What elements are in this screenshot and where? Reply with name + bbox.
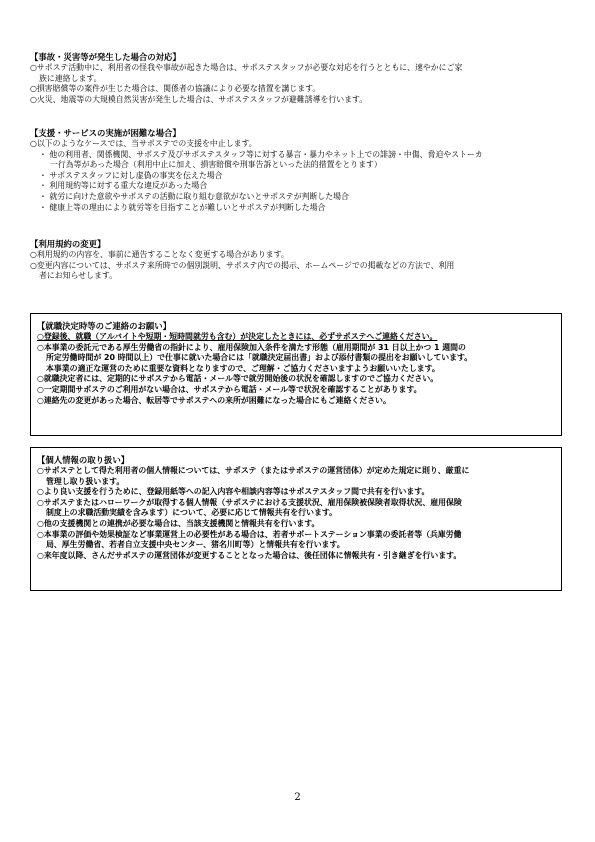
list-item: ○他の支援機関との連携が必要な場合は、当該支援機関と情報共有を行います。 [37,518,320,528]
list-item-continuation: 局、厚生労働省、若者自立支援中央センター、猪名川町等）と情報共有を行います。 [46,540,345,550]
list-item-continuation: 制度上の求職活動実績を含みます）について、必要に応じて情報共有を行います。 [46,508,338,518]
list-item: ○本事業の委託元である厚生労働省の指針により、雇用保険加入条件を満たす形態（雇用期間が 31 日以上かつ 1 週間の [37,342,466,352]
page-number: 2 [294,792,301,803]
list-item: ○サポステ活動中に、利用者の怪我や事故が起きた場合は、サポステスタッフが必要な対応を行うとともに、速やかにご家 [30,63,463,72]
list-item: ○変更内容については、サポステ来所時での個別説明、サポステ内での掲示、ホームページでの掲載などの方法で、利用 [30,260,455,270]
list-item-continuation: 者にお知らせします。 [39,271,118,281]
privacy-box [30,447,562,591]
list-item: ○連絡先の変更があった場合、転居等でサポステへの来所が困難になった場合にもご連絡ください。 [37,395,391,405]
bullet-item: ・ 健康上等の理由により就労等を目指すことが難しいとサポステが判断した場合 [39,202,326,212]
list-item-continuation: 族に連絡します。 [39,73,102,83]
list-item-continuation: 管理し取り扱います。 [46,476,125,486]
list-item: ○以下のようなケースでは、当サポステでの支援を中止します。 [30,139,257,148]
section-difficult-support [30,128,560,213]
section-terms-change [30,239,560,282]
box-heading: 【個人情報の取り扱い】 [37,455,130,465]
section-heading: 【利用規約の変更】 [30,239,106,249]
section-accident [30,52,560,105]
list-item: ○火災、地震等の大規模自然災害が発生した場合は、サポステスタッフが避難誘導を行います。 [30,94,368,104]
bullet-item: ・ 他の利用者、関係機関、サポステ及びサポステスタッフ等に対する暴言・暴力やネット上での誹謗・中傷、脅迫やストーカ [39,149,483,159]
list-item: ○利用規約の内容を、事前に通告することなく変更する場合があります。 [30,250,289,259]
list-item: ○本事業の評価や効果検証など事業運営上の必要性がある場合は、若者サポートステーション事業の委託者等（兵庫労働 [37,529,462,539]
list-item: ○就職決定者には、定期的にサポステから電話・メール等で就労開始後の状況を確認しますのでご協力ください。 [37,374,439,384]
list-item: ○サポステとして得た利用者の個人情報については、サポステ（またはサポステの運営団体）が定めた規定に則り、厳重に [37,466,470,475]
list-item: ○より良い支援を行うために、登録用紙等への記入内容や相談内容等はサポステスタッフ間で共有を行います。 [37,487,430,497]
list-item: ○一定期間サポステのご利用がない場合は、サポステから電話・メール等で状況を確認することがあります。 [37,384,422,394]
section-heading: 【事故・災害等が発生した場合の対応】 [30,52,181,62]
bullet-item: ・ 就労に向けた意欲やサポステの活動に取り組む意欲がないとサポステが判断した場合 [39,191,349,201]
list-item: ○損害賠償等の案件が生じた場合は、関係者の協議により必要な措置を講じます。 [30,84,321,94]
list-item-continuation: 所定労働時間が 20 時間以上）で仕事に就いた場合には「就職決定届出書」および添付書類の提出をお願いしています。 [46,353,473,363]
list-item: ○登録後、就職（アルバイトや短期・短時間就労も含む）が決定したときには、必ずサポステへご連絡ください。 [37,332,438,341]
list-item: ○来年度以降、さんだサポステの運営団体が変更することとなった場合は、後任団体に情報共有・引き継ぎを行います。 [37,550,462,560]
bullet-item: ・ サポステスタッフに対し虚偽の事実を伝えた場合 [39,170,223,180]
list-item: ○サポステまたはハローワークが取得する個人情報（サポステにおける支援状況、雇用保険被保険者取得状況、雇用保険 [37,497,462,507]
bullet-item: ・ 利用規約等に対する重大な違反があった場合 [39,181,208,191]
bullet-item-continuation: 一行為等があった場合（利用中止に加え、損害賠償や刑事告訴といった法的措置をとります） [50,160,382,170]
section-heading: 【支援・サービスの実施が困難な場合】 [30,128,181,138]
box-heading: 【就職決定時等のご連絡のお願い】 [37,321,171,331]
contact-request-box [30,313,562,436]
list-item-continuation: 本事業の適正な運営のために重要な資料となりますので、ご理解・ご協力くださいますようお願いいたします。 [46,363,440,373]
